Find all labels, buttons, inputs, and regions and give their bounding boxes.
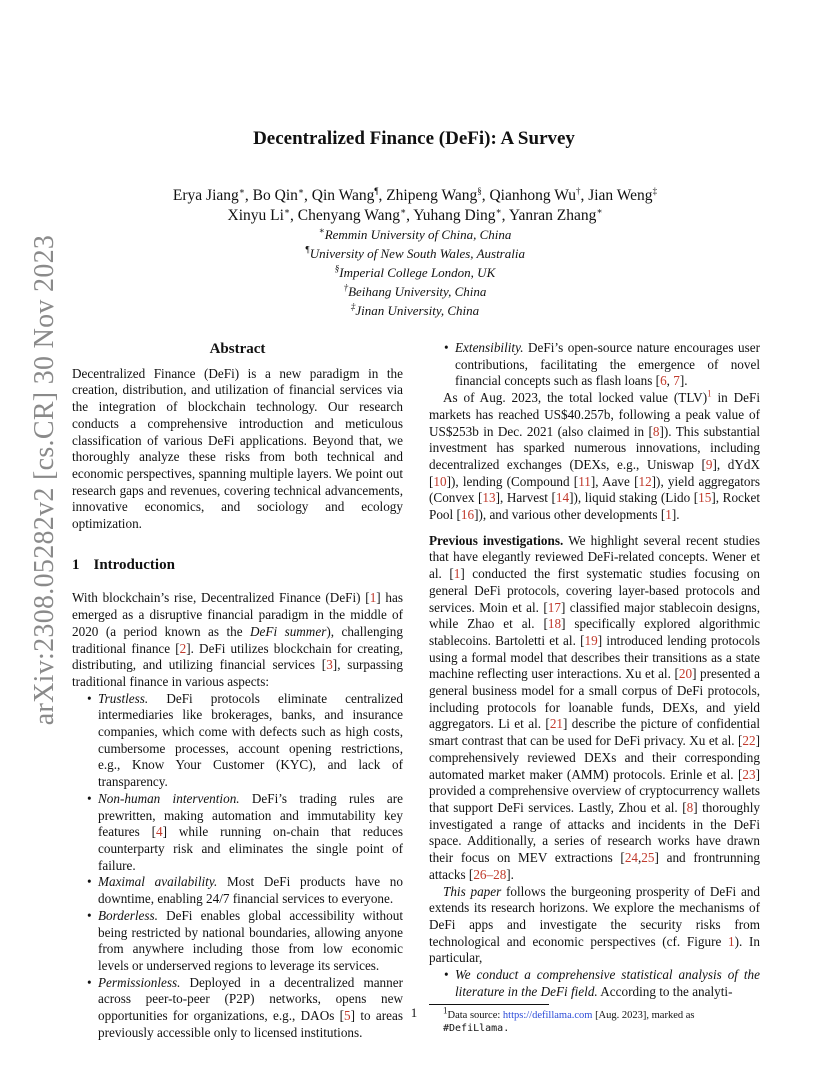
list-item: • Permissionless. Deployed in a decentralized manner across peer-to-peer (P2P) networks, opens new opportunities for organizations, e.g., DAOs [5] to areas previously accessible only to licensed institutions.	[72, 975, 403, 1042]
affiliation-remmin: ∗Remmin University of China, China	[318, 225, 512, 242]
list-item: • Borderless. DeFi enables global accessibility without being restricted by national boundaries, allowing anyone from anywhere including those from low economic levels or underserved regions to leverage its services.	[72, 908, 403, 975]
list-item: • Maximal availability. Most DeFi products have no downtime, enabling 24/7 financial services to everyone.	[72, 874, 403, 907]
abstract-text: Decentralized Finance (DeFi) is a new paradigm in the creation, distribution, and utilization of financial services via the integration of blockchain technology. Our research conducts a comprehensive introduction and meticulous classification of various DeFi applications. Beyond that, we thoroughly analyze these risks from both technical and economic perspectives, spanning multiple layers. We point out research gaps and revenues, covering technical advancements, innovative economics, and sociology and ecology optimization.	[72, 365, 403, 532]
affiliation-unsw: ¶University of New South Wales, Australia	[305, 244, 525, 261]
abstract-heading: Abstract	[209, 341, 266, 357]
affiliation-jinan: ‡Jinan University, China	[350, 301, 480, 318]
list-item: • Non-human intervention. DeFi’s trading rules are prewritten, making automation and immutability key features [4] while running on-chain that reduces counterparty risk and eliminates the single point of failure.	[72, 791, 403, 875]
tlv-paragraph: As of Aug. 2023, the total locked value (TLV)$^1$ in DeFi markets has reached US$40.257b, following a peak value of US$253b in Dec. 2021 (also claimed in [8]). This substantial investment has sparked numerous innovations, including decentralized exchanges (DEXs, e.g., Uniswap [9], dYdX [10]), lending (Compound [11], Aave [12]), yield aggregators (Convex [13], Harvest [14]), liquid staking (Lido [15], Rocket Pool [16]), and various other developments [1].	[429, 388, 761, 523]
this-paper-paragraph: This paper follows the burgeoning prosperity of DeFi and extends its research horizons. We explore the mechanisms of DeFi apps and investigate the security risks from technological and economic perspectives (cf. Figure 1). In particular,	[429, 883, 760, 966]
contributions-list	[429, 967, 760, 1000]
author-list: Erya Jiang∗, Bo Qin∗, Qin Wang¶, Zhipeng Wang§, Qianhong Wu†, Jian Weng‡ Xinyu Li∗, Chenyang Wang∗, Yuhang Ding∗, Yanran Zhang∗	[172, 185, 658, 224]
list-item: • We conduct a comprehensive statistical analysis of the literature in the DeFi field. According to the analyti-	[429, 967, 760, 1000]
affiliation-beihang: †Beihang University, China	[343, 282, 487, 299]
intro-paragraph: With blockchain’s rise, Decentralized Finance (DeFi) [1] has emerged as a disruptive financial paradigm in the middle of 2020 (a period known as the DeFi summer), challenging traditional finance [2]. DeFi utilizes blockchain for creating, distributing, and utilizing financial services [3], surpassing traditional finance in various aspects:	[72, 590, 403, 689]
defi-advantages-list-continued	[429, 340, 760, 390]
defi-advantages-list	[72, 691, 403, 1042]
section-heading-introduction: 1 Introduction	[72, 556, 175, 573]
page-number: 1	[410, 1005, 418, 1020]
previous-investigations-paragraph: Previous investigations. We highlight several recent studies that have elegantly reviewed DeFi-related concepts. Wener et al. [1] conducted the first systematic studies focusing on general DeFi protocols, covering layer-based protocols and services. Moin et al. [17] classified major stablecoin designs, while Zhao et al. [18] specifically explored algorithmic stablecoins. Bartoletti et al. [19] introduced lending protocols using a formal model that describes their transitions as a state machine reflecting user interactions. Xu et al. [20] presented a general business model for a small corpus of DeFi protocols, including protocols for loanable funds, DEXs, and yield aggregators. Li et al. [21] describe the picture of confidential smart contrast that can be used for DeFi privacy. Xu et al. [22] comprehensively reviewed DEXs and their corresponding automated market maker (AMM) protocols. Erinle et al. [23] provided a comprehensive overview of cryptocurrency wallets that support DeFi services. Lastly, Zhou et al. [8] thoroughly investigated a range of attacks and incidents in the DeFi space. Additionally, a series of research works have drawn their focus on MEV extractions [24,25] and frontrunning attacks [26–28].	[429, 532, 761, 882]
list-item: • Trustless. DeFi protocols eliminate centralized intermediaries like brokerages, banks, and insurance companies, which come with defects such as high costs, cumbersome processes, account opening restrictions, e.g., Know Your Customer (KYC), and lack of transparency.	[72, 691, 403, 791]
arxiv-identifier-stamp: arXiv:2308.05282v2 [cs.CR] 30 Nov 2023	[29, 234, 60, 726]
paper-title: Decentralized Finance (DeFi): A Survey	[253, 128, 575, 149]
affiliation-imperial: §Imperial College London, UK	[334, 263, 496, 280]
list-item: • Extensibility. DeFi’s open-source nature encourages user contributions, facilitating the emergence of novel financial concepts such as flash loans [6, 7].	[429, 340, 760, 390]
footnote-link[interactable]: https://defillama.com	[502, 1010, 593, 1022]
footnote: $^1$Data source: https://defillama.com [Aug. 2023], marked as #DefiLlama.	[443, 1005, 695, 1035]
left-column	[72, 340, 403, 1041]
right-column	[429, 340, 760, 1035]
